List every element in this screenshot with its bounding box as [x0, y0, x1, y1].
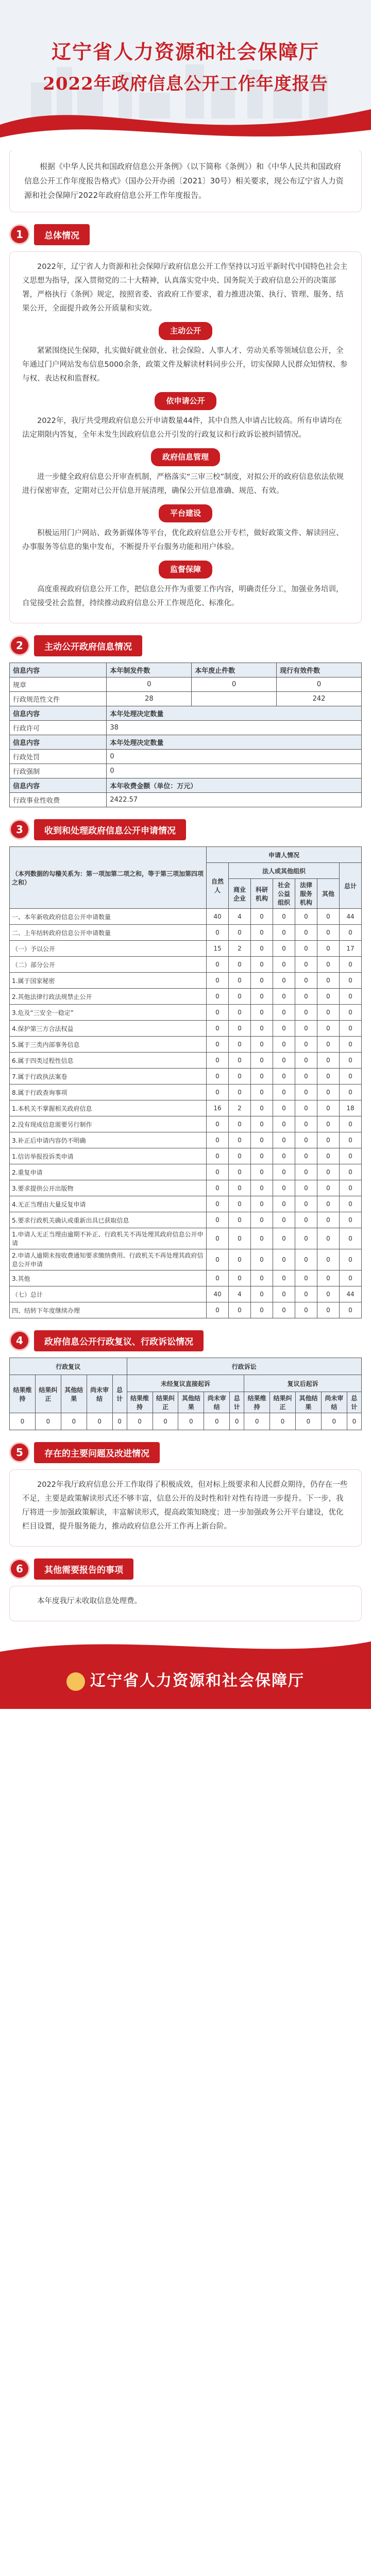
- table-cell: 0: [317, 1148, 340, 1164]
- table-cell: 0: [251, 1116, 273, 1132]
- section-title: 收到和处理政府信息公开申请情况: [34, 819, 186, 840]
- table-cell: 0: [273, 1164, 295, 1180]
- table-cell: 0: [251, 909, 273, 925]
- table-cell: 0: [273, 1212, 295, 1228]
- table-cell: 0: [295, 1196, 317, 1212]
- row-label: 四、结转下年度继续办理: [10, 1302, 207, 1318]
- table-cell: 0: [273, 909, 295, 925]
- table-row: [10, 1228, 362, 1249]
- table-cell: 0: [229, 1069, 251, 1084]
- table-cell: 0: [317, 1005, 340, 1021]
- table-cell: 4: [229, 909, 251, 925]
- overview-paragraph: 紧紧围绕民生保障，扎实做好就业创业、社会保险、人事人才、劳动关系等领域信息公开，全年通过门户网站发布信息5000余条，政策文件及解读材料同步公开，切实保障人民群众知情权、参与权、表达权和监督权。: [22, 347, 348, 383]
- table-row: [10, 1037, 362, 1053]
- table-cell: 0: [207, 925, 229, 941]
- table-cell: 0: [251, 1084, 273, 1100]
- table-cell: 0: [207, 1196, 229, 1212]
- table-cell: 44: [340, 1286, 362, 1302]
- table-row: [10, 1005, 362, 1021]
- table-cell: 18: [340, 1100, 362, 1116]
- table-cell: 0: [251, 973, 273, 989]
- table-cell: 0: [317, 1132, 340, 1148]
- section-1-header: [9, 223, 362, 246]
- table-cell: 0: [317, 1084, 340, 1100]
- table-header-cell: 法人或其他组织: [229, 863, 340, 879]
- table-cell: 0: [340, 1132, 362, 1148]
- overview-paragraph: 高度重视政府信息公开工作，把信息公开作为重要工作内容，明确责任分工，加强业务培训，自觉接受社会监督，持续推动政府信息公开工作规范化、标准化。: [22, 585, 344, 607]
- table-row: 行政事业性收费 2422.57: [10, 793, 362, 807]
- section-6-header: [9, 1557, 362, 1581]
- row-label: 2.申请人逾期未按收费通知要求缴纳费用、行政机关不再处理其政府信息公开申请: [10, 1249, 207, 1270]
- table-cell: 40: [207, 909, 229, 925]
- table-header-cell: 信息内容: [10, 778, 107, 793]
- table-cell: 4: [229, 1286, 251, 1302]
- table-cell: 0: [295, 909, 317, 925]
- table-cell: 0: [251, 1270, 273, 1286]
- table-header-cell: 信息内容: [10, 663, 107, 677]
- table-cell: 16: [207, 1100, 229, 1116]
- row-label: 一、本年新收政府信息公开申请数量: [10, 909, 207, 925]
- table-cell: 0: [273, 1116, 295, 1132]
- table-cell: 0: [295, 925, 317, 941]
- table-cell: 0: [273, 1286, 295, 1302]
- section-number: 2: [9, 635, 30, 656]
- table-cell: 0: [295, 973, 317, 989]
- section-number: 3: [9, 819, 30, 840]
- issues-panel: [9, 1469, 362, 1547]
- report-title-line2: 2022年政府信息公开工作年度报告: [43, 74, 328, 94]
- table-cell: 0: [340, 1212, 362, 1228]
- table-cell: 0: [229, 1148, 251, 1164]
- table-cell: 0: [317, 909, 340, 925]
- table-cell: 0: [207, 973, 229, 989]
- table-cell: 0: [340, 1037, 362, 1053]
- table-cell: 0: [273, 1053, 295, 1069]
- table-cell: 0: [229, 1228, 251, 1249]
- table-cell: 0: [295, 1037, 317, 1053]
- table-cell: 0: [251, 1021, 273, 1037]
- table-cell: 0: [317, 1249, 340, 1270]
- table-row: [10, 1249, 362, 1270]
- table-cell: 0: [207, 1148, 229, 1164]
- table-cell: 0: [317, 1053, 340, 1069]
- table-cell: 0: [251, 1148, 273, 1164]
- table-row: [10, 973, 362, 989]
- table-cell: 0: [229, 957, 251, 973]
- section-5-header: [9, 1440, 362, 1464]
- table-cell: 0: [295, 989, 317, 1005]
- table-cell: 0: [251, 1005, 273, 1021]
- row-label: 3.补正后申请内容仍不明确: [10, 1132, 207, 1148]
- table-cell: 0: [340, 1021, 362, 1037]
- table-row: [10, 1053, 362, 1069]
- table-cell: 15: [207, 941, 229, 957]
- table-row: [10, 1100, 362, 1116]
- table-cell: 0: [317, 1196, 340, 1212]
- table-cell: 0: [251, 941, 273, 957]
- table-cell: 0: [317, 925, 340, 941]
- row-label: 8.属于行政查询事项: [10, 1084, 207, 1100]
- section-4-header: [9, 1329, 362, 1352]
- table-cell: 0: [229, 1180, 251, 1196]
- row-label: 7.属于行政执法案卷: [10, 1069, 207, 1084]
- overview-paragraph: 2022年，我厅共受理政府信息公开申请数量44件，其中自然人申请占比较高。所有申请均在法定期限内答复，全年未发生因政府信息公开引发的行政复议和行政诉讼被纠错情况。: [22, 417, 342, 439]
- section-number: 4: [9, 1330, 30, 1351]
- table-cell: 0: [295, 1148, 317, 1164]
- table-cell: 0: [295, 957, 317, 973]
- table-cell: 0: [295, 1116, 317, 1132]
- table-row: [10, 957, 362, 973]
- table-cell: 0: [229, 1021, 251, 1037]
- table-cell: 0: [229, 989, 251, 1005]
- table-cell: 0: [317, 973, 340, 989]
- table-cell: 0: [295, 1005, 317, 1021]
- row-label: 1.信访举报投诉类申请: [10, 1148, 207, 1164]
- table-cell: 0: [317, 1228, 340, 1249]
- table-cell: 0: [340, 1196, 362, 1212]
- table-cell: 0: [273, 925, 295, 941]
- table-header-cell: 申请人情况: [207, 847, 362, 863]
- subhead-supervision: 监督保障: [159, 561, 212, 579]
- table-cell: 0: [317, 1164, 340, 1180]
- table-row: [10, 1180, 362, 1196]
- footer-org-name: 辽宁省人力资源和社会保障厅: [90, 1672, 305, 1690]
- table-header-cell: 自然人: [207, 863, 229, 909]
- table-cell: 0: [207, 957, 229, 973]
- table-cell: 0: [340, 925, 362, 941]
- table-cell: 0: [340, 1228, 362, 1249]
- table-cell: 0: [295, 1249, 317, 1270]
- table-cell: 0: [273, 1005, 295, 1021]
- table-cell: 0: [340, 1180, 362, 1196]
- table-cell: 0: [295, 941, 317, 957]
- subhead-request: 依申请公开: [155, 392, 216, 410]
- table-cell: 0: [295, 1286, 317, 1302]
- table-cell: 0: [317, 1100, 340, 1116]
- table-cell: 0: [273, 1100, 295, 1116]
- table-cell: 0: [295, 1069, 317, 1084]
- table-cell: 0: [229, 1084, 251, 1100]
- table-row: 行政许可 38: [10, 721, 362, 735]
- table-row: [10, 1116, 362, 1132]
- row-label: 2.其他法律行政法规禁止公开: [10, 989, 207, 1005]
- table-header-cell: 本年处理决定数量: [107, 706, 362, 721]
- table-cell: 0: [251, 1212, 273, 1228]
- row-label: 3.其他: [10, 1270, 207, 1286]
- row-label: 2.重复申请: [10, 1164, 207, 1180]
- table-cell: 0: [229, 1132, 251, 1148]
- request-table: （本列数据的勾稽关系为：第一项加第二项之和，等于第三项加第四项之和） 申请人情况 自然人 法人或其他组织 总计 商业企业 科研机构 社会公益组织 法律服务机构 其他 一、本年新收政府信息公开申请数量 40 4 0 0 0 0 44 二、上年结转政府信息公开申请数量 0 0 0 0 0 0 0 （一）予以公开 15 2 0 0 0 0 17 （二）部分公开 0 0 0 0 0 0 0 1.属于国家秘密 0 0 0 0 0 0 0 2.其他法律行政法规禁止公开 0 0 0 0 0 0 0 3.危及“三安全一稳定” 0 0 0 0 0 0 0 4.保护第三方合法权益 0 0 0 0 0 0 0 5.属于三类内部事务信息 0 0 0 0 0 0 0 6.属于四类过程性信息 0 0 0 0 0 0 0 7.属于行政执法案卷 0 0 0 0 0 0 0 8.属于行政查询事项 0 0 0 0 0 0 0 1.本机关不掌握相关政府信息 16 2 0 0 0 0 18 2.没有现成信息需要另行制作 0 0 0 0 0 0 0 3.补正后申请内容仍不明确 0 0 0 0 0 0 0 1.信访举报投诉类申请 0 0 0 0 0 0 0 2.重复申请 0 0 0 0 0 0 0 3.要求提供公开出版物 0 0 0 0 0 0 0 4.无正当理由大量反复申请 0 0 0 0 0 0 0 5.要求行政机关确认或重新出具已获取信息 0 0 0 0 0 0 0 1.申请人无正当理由逾期不补正、行政机关不再处理其政府信息公开申请 0 0 0 0 0 0 0 2.申请人逾期未按收费通知要求缴纳费用、行政机关不再处理其政府信息公开申请 0 0 0 0 0 0 0 3.其他 0 0 0 0 0 0 0 （七）总计 40 4 0 0 0 0 44 四、结转下年度继续办理 0 0 0 0 0 0 0: [9, 846, 362, 1318]
- table-header-cell: 信息内容: [10, 735, 107, 750]
- table-cell: 0: [317, 1270, 340, 1286]
- row-label: 1.申请人无正当理由逾期不补正、行政机关不再处理其政府信息公开申请: [10, 1228, 207, 1249]
- table-cell: 0: [317, 1302, 340, 1318]
- table-cell: 0: [251, 1100, 273, 1116]
- table-cell: 0: [251, 925, 273, 941]
- row-label: 4.无正当理由大量反复申请: [10, 1196, 207, 1212]
- table-cell: 0: [273, 1021, 295, 1037]
- section-number: 1: [9, 224, 30, 245]
- table-row: 行政强制 0: [10, 764, 362, 778]
- table-row: [10, 1021, 362, 1037]
- table-cell: 0: [251, 1286, 273, 1302]
- table-cell: 0: [207, 1270, 229, 1286]
- report-footer: [0, 1632, 371, 1709]
- table-cell: 2: [229, 941, 251, 957]
- table-cell: 0: [273, 957, 295, 973]
- table-cell: 0: [317, 989, 340, 1005]
- table-row: [10, 925, 362, 941]
- table-cell: 0: [229, 1249, 251, 1270]
- table-row: [10, 989, 362, 1005]
- table-cell: 0: [251, 1053, 273, 1069]
- table-cell: 0: [207, 1116, 229, 1132]
- table-cell: 0: [229, 1270, 251, 1286]
- table-cell: 0: [273, 989, 295, 1005]
- emblem-icon: [66, 1672, 85, 1691]
- table-cell: 0: [273, 1069, 295, 1084]
- section-2-header: [9, 634, 362, 657]
- table-cell: 0: [273, 1180, 295, 1196]
- row-label: 3.要求提供公开出版物: [10, 1180, 207, 1196]
- table-cell: 0: [207, 1053, 229, 1069]
- proactive-disclosure-table: [9, 663, 362, 807]
- table-cell: 0: [251, 1069, 273, 1084]
- table-cell: 0: [251, 957, 273, 973]
- table-row: [10, 1164, 362, 1180]
- table-cell: 0: [340, 1005, 362, 1021]
- table-row: [10, 1069, 362, 1084]
- table-cell: 0: [340, 1302, 362, 1318]
- section-number: 6: [9, 1558, 30, 1579]
- table-header-cell: 现行有效件数: [277, 663, 362, 677]
- table-cell: 0: [207, 1084, 229, 1100]
- table-cell: 0: [295, 1270, 317, 1286]
- table-cell: 0: [340, 1148, 362, 1164]
- table-cell: 0: [207, 1180, 229, 1196]
- table-cell: 0: [340, 1053, 362, 1069]
- table-cell: 0: [295, 1132, 317, 1148]
- row-label: 1.本机关不掌握相关政府信息: [10, 1100, 207, 1116]
- overview-panel: [9, 251, 362, 623]
- table-cell: 0: [207, 1212, 229, 1228]
- table-row: 行政处罚 0: [10, 750, 362, 764]
- table-corner-cell: （本列数据的勾稽关系为：第一项加第二项之和，等于第三项加第四项之和）: [10, 847, 207, 909]
- table-cell: 0: [273, 1228, 295, 1249]
- table-cell: 0: [273, 1249, 295, 1270]
- table-cell: 0: [251, 1302, 273, 1318]
- table-cell: 0: [251, 1249, 273, 1270]
- review-litigation-table: 行政复议 行政诉讼 结果维持 结果纠正 其他结果 尚未审结 总计 未经复议直接起诉 复议后起诉 结果维持 结果纠正 其他结果 尚未审结 总计 结果维持 结果纠正 其他结果 尚未审结 总计 0 0 0 0 0 0 0 0 0 0 0 0 0 0 0: [9, 1358, 362, 1430]
- row-label: 4.保护第三方合法权益: [10, 1021, 207, 1037]
- report-header: [0, 0, 371, 149]
- table-cell: 0: [295, 1302, 317, 1318]
- table-cell: 0: [207, 1037, 229, 1053]
- table-cell: 0: [295, 1021, 317, 1037]
- table-header-cell: 本年制发件数: [107, 663, 192, 677]
- row-label: 3.危及“三安全一稳定”: [10, 1005, 207, 1021]
- table-cell: 0: [251, 1180, 273, 1196]
- table-row: [10, 909, 362, 925]
- table-cell: 0: [317, 1212, 340, 1228]
- table-cell: 0: [317, 1180, 340, 1196]
- table-row: [10, 1196, 362, 1212]
- table-cell: 0: [295, 1212, 317, 1228]
- table-cell: 0: [207, 1228, 229, 1249]
- footer-wave-decoration: [0, 1631, 371, 1662]
- table-row: 行政规范性文件 28 242: [10, 692, 362, 706]
- table-cell: 0: [317, 1116, 340, 1132]
- table-cell: 0: [317, 941, 340, 957]
- row-label: 1.属于国家秘密: [10, 973, 207, 989]
- subhead-management: 政府信息管理: [151, 448, 220, 466]
- table-cell: 0: [229, 1005, 251, 1021]
- table-cell: 0: [207, 1302, 229, 1318]
- section-number: 5: [9, 1442, 30, 1463]
- table-cell: 0: [207, 1021, 229, 1037]
- table-cell: 0: [340, 1084, 362, 1100]
- table-cell: 0: [251, 1132, 273, 1148]
- table-cell: 0: [273, 1148, 295, 1164]
- table-cell: 0: [295, 1084, 317, 1100]
- table-cell: 0: [207, 1249, 229, 1270]
- table-row: [10, 1212, 362, 1228]
- overview-paragraph: 2022年，辽宁省人力资源和社会保障厅政府信息公开工作坚持以习近平新时代中国特色社会主义思想为指导，深入贯彻党的二十大精神，认真落实党中央、国务院关于政府信息公开的决策部署，严格执行《条例》规定，按照省委、省政府工作要求，着力推进决策、执行、管理、服务、结果公开，全面提升政务公开质量和实效。: [22, 263, 348, 313]
- subhead-proactive: 主动公开: [159, 322, 212, 340]
- table-cell: 0: [229, 1116, 251, 1132]
- table-row: [10, 1084, 362, 1100]
- table-cell: 0: [273, 941, 295, 957]
- table-cell: 0: [295, 1180, 317, 1196]
- table-cell: 0: [229, 1196, 251, 1212]
- table-cell: 0: [273, 1132, 295, 1148]
- other-panel: [9, 1586, 362, 1621]
- overview-paragraph: 积极运用门户网站、政务新媒体等平台，优化政府信息公开专栏，做好政策文件、解读回应、办事服务等信息的集中发布，不断提升平台服务功能和用户体验。: [22, 529, 344, 551]
- table-cell: 0: [207, 1164, 229, 1180]
- section-title: 总体情况: [34, 224, 90, 245]
- table-cell: 0: [295, 1053, 317, 1069]
- table-cell: 17: [340, 941, 362, 957]
- subhead-platform: 平台建设: [159, 504, 212, 522]
- other-paragraph: 本年度我厅未收取信息处理费。: [37, 1597, 142, 1605]
- table-cell: 0: [295, 1228, 317, 1249]
- row-label: 5.属于三类内部事务信息: [10, 1037, 207, 1053]
- row-label: 5.要求行政机关确认或重新出具已获取信息: [10, 1212, 207, 1228]
- table-cell: 0: [317, 1286, 340, 1302]
- table-cell: 0: [340, 1249, 362, 1270]
- row-label: （七）总计: [10, 1286, 207, 1302]
- table-row: [10, 1270, 362, 1286]
- table-cell: 0: [273, 1037, 295, 1053]
- table-header-cell: 总计: [340, 863, 362, 909]
- table-row: [10, 1148, 362, 1164]
- table-cell: 0: [229, 1053, 251, 1069]
- overview-paragraph: 进一步健全政府信息公开审查机制，严格落实“三审三校”制度，对拟公开的政府信息依法依规进行保密审查，定期对已公开信息开展清理，确保公开信息准确、规范、有效。: [22, 473, 344, 495]
- table-row: 0 0 0 0 0 0 0 0 0 0 0 0 0 0 0: [10, 1413, 362, 1430]
- header-wave-decoration: [0, 89, 371, 150]
- table-cell: 0: [273, 1196, 295, 1212]
- report-title-line1: 辽宁省人力资源和社会保障厅: [51, 40, 319, 63]
- table-cell: 0: [295, 1164, 317, 1180]
- row-label: 二、上年结转政府信息公开申请数量: [10, 925, 207, 941]
- table-cell: 0: [251, 989, 273, 1005]
- table-cell: 0: [317, 1037, 340, 1053]
- table-cell: 0: [229, 1164, 251, 1180]
- row-label: 2.没有现成信息需要另行制作: [10, 1116, 207, 1132]
- table-cell: 2: [229, 1100, 251, 1116]
- section-title: 存在的主要问题及改进情况: [34, 1442, 160, 1463]
- table-cell: 0: [317, 1069, 340, 1084]
- table-cell: 0: [229, 1302, 251, 1318]
- table-header-cell: 本年收费金额（单位：万元）: [107, 778, 362, 793]
- table-cell: 0: [340, 957, 362, 973]
- table-cell: 0: [273, 1270, 295, 1286]
- row-label: （二）部分公开: [10, 957, 207, 973]
- table-header-cell: 本年处理决定数量: [107, 735, 362, 750]
- section-title: 主动公开政府信息情况: [34, 635, 142, 656]
- row-label: （一）予以公开: [10, 941, 207, 957]
- table-cell: 0: [340, 1116, 362, 1132]
- table-cell: 44: [340, 909, 362, 925]
- table-cell: 40: [207, 1286, 229, 1302]
- table-row: 规章 0 0 0: [10, 677, 362, 692]
- table-cell: 0: [229, 973, 251, 989]
- row-label: 6.属于四类过程性信息: [10, 1053, 207, 1069]
- table-cell: 0: [317, 957, 340, 973]
- table-row: [10, 941, 362, 957]
- section-3-header: [9, 818, 362, 841]
- table-cell: 0: [340, 1164, 362, 1180]
- table-cell: 0: [340, 973, 362, 989]
- table-cell: 0: [207, 1132, 229, 1148]
- table-cell: 0: [340, 1270, 362, 1286]
- table-cell: 0: [251, 1228, 273, 1249]
- table-row: [10, 1302, 362, 1318]
- table-cell: 0: [317, 1021, 340, 1037]
- table-row: [10, 1286, 362, 1302]
- table-cell: 0: [340, 989, 362, 1005]
- table-cell: 0: [273, 973, 295, 989]
- table-header-cell: 本年废止件数: [192, 663, 277, 677]
- table-row: [10, 1132, 362, 1148]
- intro-paragraph: 根据《中华人民共和国政府信息公开条例》（以下简称《条例》）和《中华人民共和国政府信息公开工作年度报告格式》（国办公开办函〔2021〕30号）相关要求，现公布辽宁省人力资源和社会保障厅2022年政府信息公开工作年度报告。: [9, 149, 362, 212]
- section-title: 其他需要报告的事项: [34, 1558, 133, 1580]
- table-cell: 0: [251, 1164, 273, 1180]
- table-cell: 0: [273, 1302, 295, 1318]
- table-cell: 0: [207, 989, 229, 1005]
- table-cell: 0: [273, 1084, 295, 1100]
- table-cell: 0: [207, 1069, 229, 1084]
- table-cell: 0: [295, 1100, 317, 1116]
- table-cell: 0: [251, 1037, 273, 1053]
- section-title: 政府信息公开行政复议、行政诉讼情况: [34, 1330, 204, 1351]
- table-cell: 0: [251, 1196, 273, 1212]
- table-header-cell: 信息内容: [10, 706, 107, 721]
- table-cell: 0: [229, 1212, 251, 1228]
- table-cell: 0: [229, 1037, 251, 1053]
- issues-paragraph: 2022年我厅政府信息公开工作取得了积极成效，但对标上级要求和人民群众期待，仍存在一些不足，主要是政策解读形式还不够丰富，信息公开的及时性和针对性有待进一步提升。下一步，我厅将进一步加强政策解读，丰富解读形式，提高政策知晓度；进一步加强政务公开平台建设，优化栏目设置，提升服务能力，推动政府信息公开工作再上新台阶。: [22, 1481, 348, 1531]
- table-cell: 0: [207, 1005, 229, 1021]
- table-cell: 0: [229, 925, 251, 941]
- table-cell: 0: [340, 1069, 362, 1084]
